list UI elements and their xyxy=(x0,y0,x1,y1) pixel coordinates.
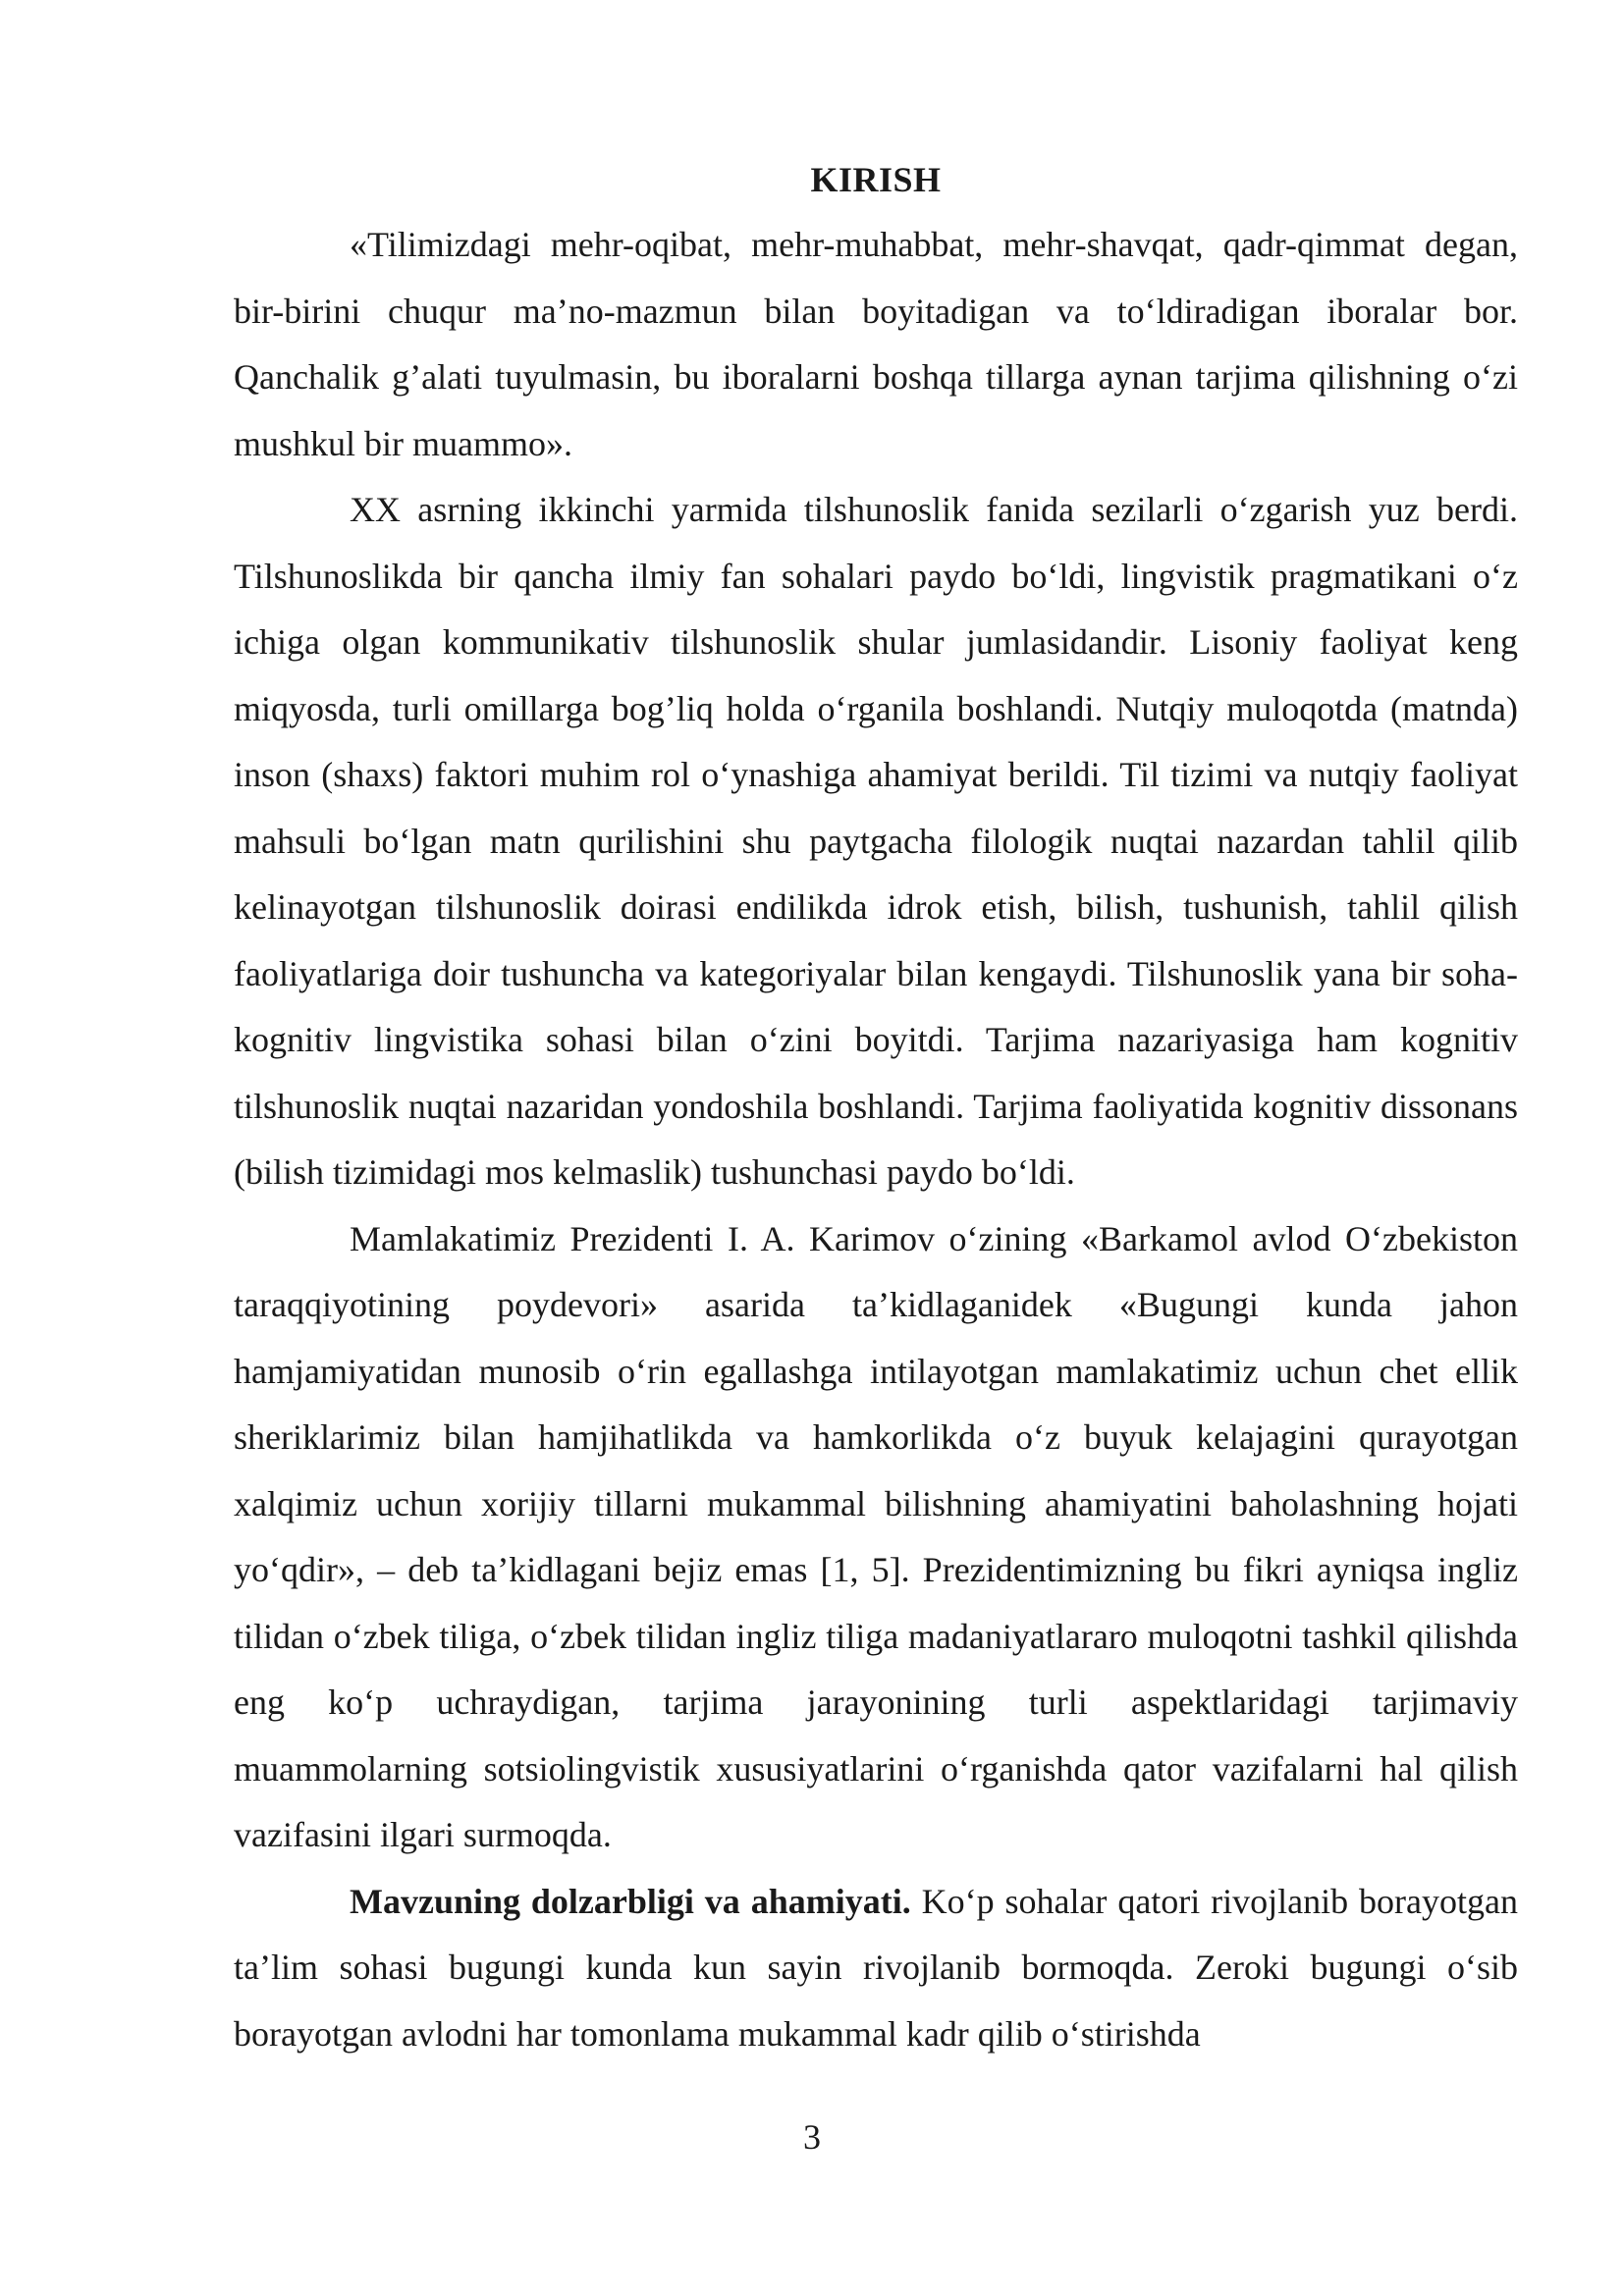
paragraph-relevance xyxy=(234,1869,1518,2068)
paragraph-linguistics xyxy=(234,477,1518,1206)
paragraph-text: Mamlakatimiz Prezidenti I. A. Karimov o‘zining «Barkamol avlod O‘zbekiston taraqqiyotining poydevori» asarida ta’kidlaganidek «Bugungi kunda jahon hamjamiyatidan munosib o‘rin egallashga intilayotgan mamlakatimiz uchun chet ellik sheriklarimiz bilan hamjihatlikda va hamkorlikda o‘z buyuk kelajagini qurayotgan xalqimiz uchun xorijiy tillarni mukammal bilishning ahamiyatini baholashning hojati yo‘qdir», – deb ta’kidlagani bejiz emas [1, 5]. Prezidentimizning bu fikri ayniqsa ingliz tilidan o‘zbek tiliga, o‘zbek tilidan ingliz tiliga madaniyatlararo muloqotni tashkil qilishda eng ko‘p uchraydigan, tarjima jarayonining turli aspektlaridagi tarjimaviy muammolarning sotsiolingvistik xususiyatlarini o‘rganishda qator vazifalarni hal qilish vazifasini ilgari surmoqda. xyxy=(234,1218,1518,1854)
paragraph-lead-bold: Mavzuning dolzarbligi va ahamiyati. xyxy=(350,1881,911,1921)
paragraph-quote xyxy=(234,212,1518,477)
paragraph-president xyxy=(234,1206,1518,1869)
page-number: 3 xyxy=(803,2117,821,2157)
section-heading: KIRISH xyxy=(810,160,942,199)
paragraph-text: «Tilimizdagi mehr-oqibat, mehr-muhabbat, mehr-shavqat, qadr-qimmat degan, bir-birini chuqur ma’no-mazmun bilan boyitadigan va to‘ldiradigan iboralar bor. Qanchalik g’alati tuyulmasin, bu iboralarni boshqa tillarga aynan tarjima qilishning o‘zi mushkul bir muammo». xyxy=(234,225,1518,463)
paragraph-text: XX asrning ikkinchi yarmida tilshunoslik fanida sezilarli o‘zgarish yuz berdi. Tilshunoslikda bir qancha ilmiy fan sohalari paydo bo‘ldi, lingvistik pragmatikani o‘z ichiga olgan kommunikativ tilshunoslik shular jumlasidandir. Lisoniy faoliyat keng miqyosda, turli omillarga bog’liq holda o‘rganila boshlandi. Nutqiy muloqotda (matnda) inson (shaxs) faktori muhim rol o‘ynashiga ahamiyat berildi. Til tizimi va nutqiy faoliyat mahsuli bo‘lgan matn qurilishini shu paytgacha filologik nuqtai nazardan tahlil qilib kelinayotgan tilshunoslik doirasi endilikda idrok etish, bilish, tushunish, tahlil qilish faoliyatlariga doir tushuncha va kategoriyalar bilan kengaydi. Tilshunoslik yana bir soha-kognitiv lingvistika sohasi bilan o‘zini boyitdi. Tarjima nazariyasiga ham kognitiv tilshunoslik nuqtai nazaridan yondoshila boshlandi. Tarjima faoliyatida kognitiv dissonans (bilish tizimidagi mos kelmaslik) tushunchasi paydo bo‘ldi. xyxy=(234,490,1518,1192)
document-page xyxy=(234,147,1518,2067)
paragraph-text: Ko‘p sohalar qatori rivojlanib borayotgan ta’lim sohasi bugungi kunda kun sayin rivojlanib bormoqda. Zeroki bugungi o‘sib borayotgan avlodni har tomonlama mukammal kadr qilib o‘stirishda xyxy=(234,1881,1518,2054)
